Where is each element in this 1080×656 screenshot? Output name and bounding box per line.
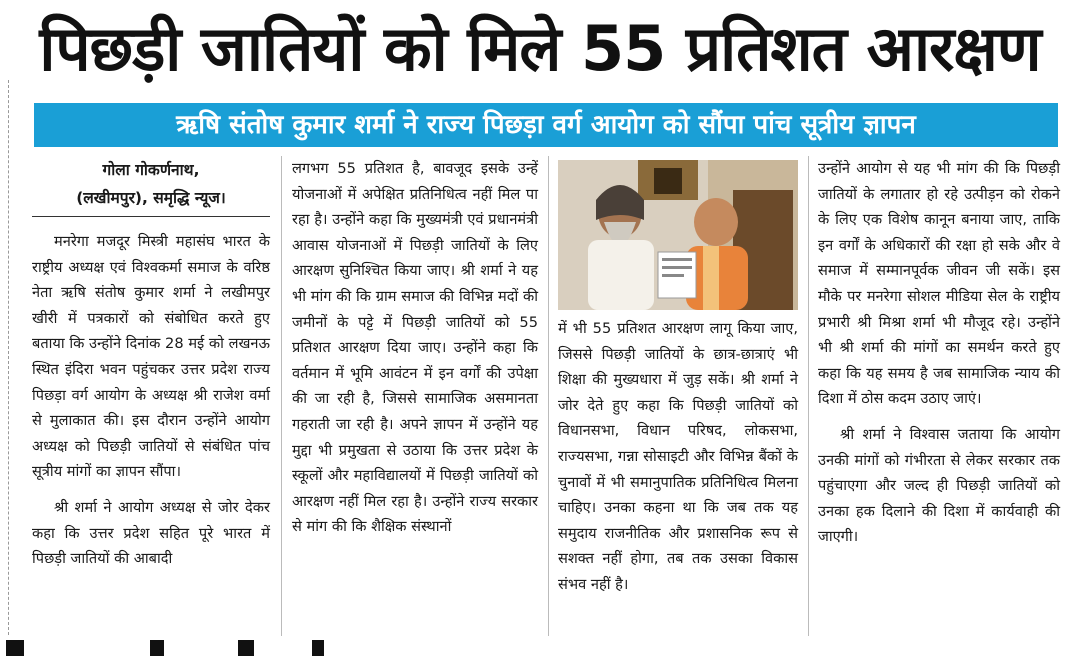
subheadline-bar: ऋषि संतोष कुमार शर्मा ने राज्य पिछड़ा वर्ग आयोग को सौंपा पांच सूत्रीय ज्ञापन	[34, 103, 1058, 147]
dateline-place: गोला गोकर्णनाथ,	[102, 161, 200, 179]
dateline	[32, 156, 270, 217]
cutoff-glyph	[6, 640, 24, 656]
column-rule	[548, 156, 549, 644]
paragraph: श्री शर्मा ने विश्वास जताया कि आयोग उनकी मांगों को गंभीरता से लेकर सरकार तक पहुंचाएगा और जल्द ही पिछड़ी जातियों को उनका हक दिलाने की दिशा में कार्यवाही की जाएगी।	[818, 425, 1060, 546]
cutoff-glyph	[150, 640, 164, 656]
article-column-2	[292, 156, 538, 540]
cutoff-glyph	[312, 640, 324, 656]
dateline-source: (लखीमपुर), समृद्धि न्यूज।	[76, 189, 226, 207]
next-article-cutoff	[0, 636, 1080, 656]
headline: पिछड़ी जातियों को मिले 55 प्रतिशत आरक्षण	[39, 12, 1041, 85]
paragraph: में भी 55 प्रतिशत आरक्षण लागू किया जाए, जिससे पिछड़ी जातियों के छात्र-छात्राएं भी शिक्षा की मुख्यधारा में जुड़ सकें। श्री शर्मा ने जोर देते हुए कहा कि पिछड़ी जातियों को विधानसभा, विधान परिषद, लोकसभा, राज्यसभा, गन्ना सोसाइटी और विभिन्न बैंकों के चुनावों में भी समानुपातिक प्रतिनिधित्व मिलना चाहिए। उनका कहना था कि जब तक यह समुदाय राजनीतिक और प्रशासनिक रूप से सशक्त नहीं होगा, तब तक उसका विकास संभव नहीं है।	[558, 320, 798, 593]
column-rule	[281, 156, 282, 644]
paragraph: उन्होंने आयोग से यह भी मांग की कि पिछड़ी जातियों के लगातार हो रहे उत्पीड़न को रोकने के लिए एक विशेष कानून बनाया जाए, ताकि इन वर्गों के अधिकारों की रक्षा हो सके और वे समाज में सम्मानपूर्वक जीवन जी सकें। इस मौके पर मनरेगा सोशल मीडिया सेल के राष्ट्रीय प्रभारी श्री मिश्रा शर्मा भी मौजूद रहे। उन्होंने भी श्री शर्मा की मांगों का समर्थन करते हुए कहा कि यह समय है जब सामाजिक न्याय की दिशा में ठोस कदम उठाए जाएं।	[818, 160, 1060, 408]
paragraph: श्री शर्मा ने आयोग अध्यक्ष से जोर देकर कहा कि उत्तर प्रदेश सहित पूरे भारत में पिछड़ी जातियों की आबादी	[32, 498, 270, 568]
column-rule	[808, 156, 809, 644]
article-column-3	[558, 316, 798, 598]
article-column-4	[818, 156, 1060, 550]
paragraph: मनरेगा मजदूर मिस्त्री महासंघ भारत के राष्ट्रीय अध्यक्ष एवं विश्वकर्मा समाज के वरिष्ठ नेता ऋषि संतोष कुमार शर्मा ने लखीमपुर खीरी में पत्रकारों को संबोधित करते हुए बताया कि उन्होंने दिनांक 28 मई को लखनऊ स्थित इंदिरा भवन पहुंचकर उत्तर प्रदेश राज्य पिछड़ा वर्ग आयोग के अध्यक्ष श्री राजेश वर्मा से मुलाकात की। इस दौरान उन्होंने आयोग अध्यक्ष को पिछड़ी जातियों से संबंधित पांच सूत्रीय मांगों का ज्ञापन सौंपा।	[32, 233, 270, 481]
news-photo	[558, 160, 798, 310]
page-left-edge	[0, 80, 9, 640]
article-column-1	[32, 156, 270, 572]
paragraph: लगभग 55 प्रतिशत है, बावजूद इसके उन्हें योजनाओं में अपेक्षित प्रतिनिधित्व नहीं मिल पा रहा है। उन्होंने कहा कि मुख्यमंत्री एवं प्रधानमंत्री आवास योजनाओं में पिछड़ी जातियों के लिए आरक्षण सुनिश्चित किया जाए। श्री शर्मा ने यह भी मांग की कि ग्राम समाज की विभिन्न मदों की जमीनों के पट्टे में पिछड़ी जातियों को 55 प्रतिशत आरक्षण दिया जाए। उन्होंने कहा कि वर्तमान में भूमि आवंटन में इन वर्गों की उपेक्षा की जा रही है, जिससे सामाजिक असमानता गहराती जा रही है। अपने ज्ञापन में उन्होंने यह मुद्दा भी प्रमुखता से उठाया कि उत्तर प्रदेश के स्कूलों और महाविद्यालयों में पिछड़ी जातियों को आरक्षण नहीं मिल रहा है। उन्होंने राज्य सरकार से मांग की कि शैक्षिक संस्थानों	[292, 160, 538, 536]
news-photo-handover-icon	[558, 160, 798, 310]
cutoff-glyph	[238, 640, 254, 656]
